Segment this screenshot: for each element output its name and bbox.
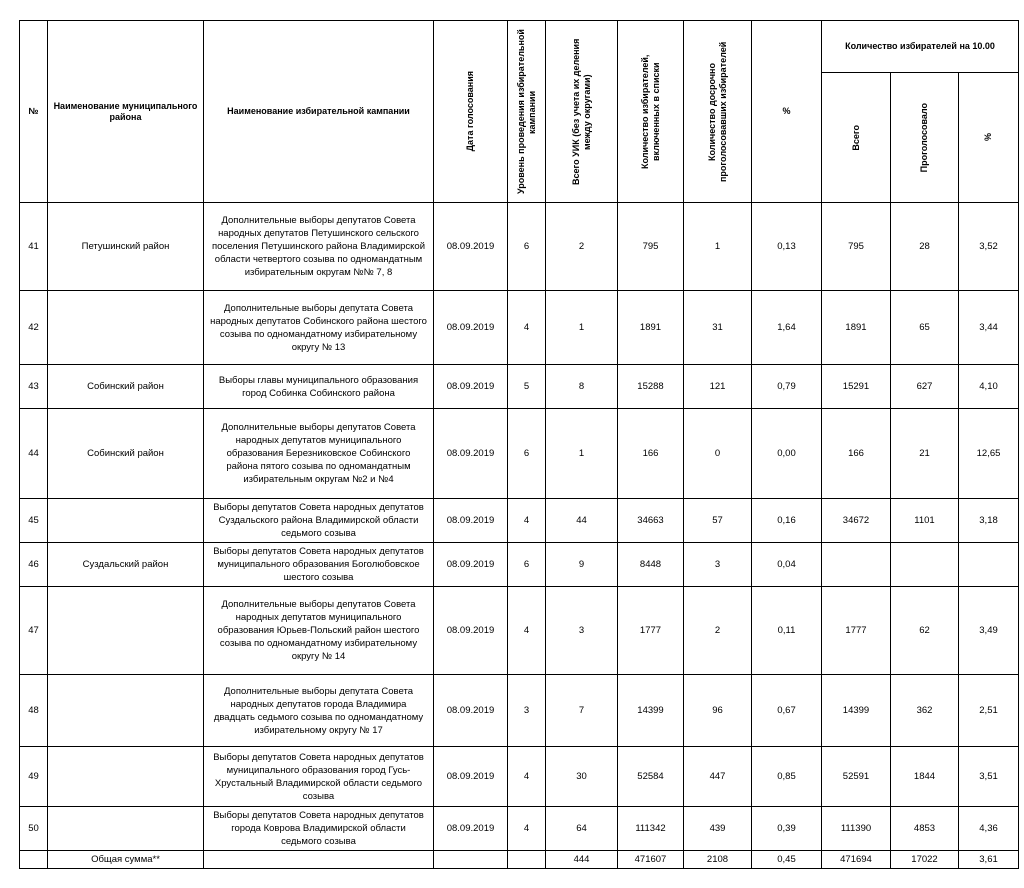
cell-pct2: 3,18: [959, 499, 1019, 543]
cell-total: 111390: [822, 807, 891, 851]
cell-date: 08.09.2019: [434, 365, 508, 409]
header-uik: [546, 21, 618, 203]
cell-level: 6: [508, 543, 546, 587]
cell-early: 2: [684, 587, 752, 675]
cell-district: Петушинский район: [48, 203, 204, 291]
header-date: [434, 21, 508, 203]
cell-date: 08.09.2019: [434, 587, 508, 675]
summary-row: [20, 851, 1019, 869]
summary-total: 471694: [822, 851, 891, 869]
cell-uik: 8: [546, 365, 618, 409]
cell-uik: 1: [546, 291, 618, 365]
cell-voted: 28: [891, 203, 959, 291]
cell-pct2: 3,52: [959, 203, 1019, 291]
cell-voted: [891, 543, 959, 587]
cell-voters: 1891: [618, 291, 684, 365]
header-level: [508, 21, 546, 203]
cell-voted: 1844: [891, 747, 959, 807]
cell-early: 121: [684, 365, 752, 409]
cell-pct: 0,11: [752, 587, 822, 675]
cell-pct2: 3,51: [959, 747, 1019, 807]
cell-district: Суздальский район: [48, 543, 204, 587]
cell-uik: 64: [546, 807, 618, 851]
cell-pct: 0,79: [752, 365, 822, 409]
cell-uik: 3: [546, 587, 618, 675]
cell-pct2: 2,51: [959, 675, 1019, 747]
cell-num: 49: [20, 747, 48, 807]
cell-total: 15291: [822, 365, 891, 409]
cell-date: 08.09.2019: [434, 807, 508, 851]
header-total: [822, 73, 891, 203]
table-row: [20, 365, 1019, 409]
header-level-label: Уровень проведения избирательной кампании: [515, 29, 537, 194]
header-early-label: Количество досрочно проголосовавших избирателей: [706, 41, 728, 182]
table-row: [20, 499, 1019, 543]
cell-voters: 8448: [618, 543, 684, 587]
header-pct: %: [752, 21, 822, 203]
cell-campaign: Дополнительные выборы депутата Совета народных депутатов города Владимира двадцать седьмого созыва по одномандатному избирательному округу № 17: [204, 675, 434, 747]
cell-num: 48: [20, 675, 48, 747]
cell-voted: 21: [891, 409, 959, 499]
cell-total: 1891: [822, 291, 891, 365]
cell-level: 6: [508, 409, 546, 499]
cell-voters: 795: [618, 203, 684, 291]
cell-date: 08.09.2019: [434, 409, 508, 499]
header-early: [684, 21, 752, 203]
cell-voted: 65: [891, 291, 959, 365]
cell-early: 3: [684, 543, 752, 587]
cell-early: 0: [684, 409, 752, 499]
header-district: Наименование муниципального района: [48, 21, 204, 203]
cell-level: 4: [508, 807, 546, 851]
cell-pct2: 3,49: [959, 587, 1019, 675]
summary-voted: 17022: [891, 851, 959, 869]
table-row: [20, 747, 1019, 807]
cell-num: 43: [20, 365, 48, 409]
cell-num: 46: [20, 543, 48, 587]
cell-uik: 2: [546, 203, 618, 291]
cell-voters: 52584: [618, 747, 684, 807]
cell-district: [48, 499, 204, 543]
cell-voters: 14399: [618, 675, 684, 747]
cell-voters: 166: [618, 409, 684, 499]
cell-date: 08.09.2019: [434, 747, 508, 807]
cell-campaign: Выборы депутатов Совета народных депутатов муниципального образования город Гусь-Хрустальный Владимирской области седьмого созыва: [204, 747, 434, 807]
cell-date: 08.09.2019: [434, 675, 508, 747]
cell-voters: 111342: [618, 807, 684, 851]
cell-uik: 7: [546, 675, 618, 747]
cell-voted: 1101: [891, 499, 959, 543]
cell-pct2: 4,36: [959, 807, 1019, 851]
cell-district: [48, 291, 204, 365]
cell-level: [508, 851, 546, 869]
header-pct2-label: %: [983, 133, 994, 142]
cell-date: 08.09.2019: [434, 291, 508, 365]
header-campaign: Наименование избирательной кампании: [204, 21, 434, 203]
summary-uik: 444: [546, 851, 618, 869]
cell-num: 50: [20, 807, 48, 851]
cell-pct2: 4,10: [959, 365, 1019, 409]
cell-pct: 0,85: [752, 747, 822, 807]
cell-num: [20, 851, 48, 869]
cell-campaign: Дополнительные выборы депутатов Совета народных депутатов Петушинского сельского поселения Петушинского района Владимирской области четвертого созыва по одномандатным избирательным округам №№ 7, 8: [204, 203, 434, 291]
cell-uik: 44: [546, 499, 618, 543]
header-date-label: Дата голосования: [465, 71, 475, 152]
cell-date: [434, 851, 508, 869]
cell-level: 4: [508, 587, 546, 675]
cell-campaign: [204, 851, 434, 869]
cell-date: 08.09.2019: [434, 499, 508, 543]
cell-pct: 0,39: [752, 807, 822, 851]
cell-uik: 30: [546, 747, 618, 807]
cell-num: 47: [20, 587, 48, 675]
cell-district: [48, 587, 204, 675]
cell-num: 42: [20, 291, 48, 365]
cell-num: 41: [20, 203, 48, 291]
cell-voted: 362: [891, 675, 959, 747]
cell-total: 14399: [822, 675, 891, 747]
cell-pct: 0,13: [752, 203, 822, 291]
cell-date: 08.09.2019: [434, 203, 508, 291]
cell-pct: 1,64: [752, 291, 822, 365]
cell-early: 96: [684, 675, 752, 747]
header-voters-label: Количество избирателей, включенных в списки: [639, 54, 661, 169]
cell-campaign: Дополнительные выборы депутатов Совета народных депутатов муниципального образования Юрьев-Польский район шестого созыва по одномандатному избирательному округу № 14: [204, 587, 434, 675]
cell-total: 795: [822, 203, 891, 291]
header-uik-label: Всего УИК (без учета их деления между округами): [570, 38, 592, 185]
table-row: [20, 807, 1019, 851]
cell-uik: 9: [546, 543, 618, 587]
cell-early: 1: [684, 203, 752, 291]
cell-voted: 62: [891, 587, 959, 675]
cell-campaign: Выборы главы муниципального образования город Собинка Собинского района: [204, 365, 434, 409]
summary-early: 2108: [684, 851, 752, 869]
cell-voters: 15288: [618, 365, 684, 409]
table-row: [20, 587, 1019, 675]
cell-pct2: 3,44: [959, 291, 1019, 365]
table-row: [20, 543, 1019, 587]
cell-pct2: [959, 543, 1019, 587]
document-page: [19, 20, 1019, 869]
cell-early: 439: [684, 807, 752, 851]
cell-total: 34672: [822, 499, 891, 543]
cell-early: 31: [684, 291, 752, 365]
cell-voted: 4853: [891, 807, 959, 851]
cell-early: 57: [684, 499, 752, 543]
cell-district: Собинский район: [48, 365, 204, 409]
cell-total: [822, 543, 891, 587]
cell-campaign: Дополнительные выборы депутатов Совета народных депутатов муниципального образования Березниковское Собинского района пятого созыва по одномандатным избирательным округам №2 и №4: [204, 409, 434, 499]
header-voters: [618, 21, 684, 203]
header-group: Количество избирателей на 10.00: [822, 21, 1019, 73]
cell-voters: 34663: [618, 499, 684, 543]
cell-num: 45: [20, 499, 48, 543]
cell-total: 52591: [822, 747, 891, 807]
cell-campaign: Выборы депутатов Совета народных депутатов Суздальского района Владимирской области седьмого созыва: [204, 499, 434, 543]
header-total-label: Всего: [850, 124, 861, 151]
table-row: [20, 409, 1019, 499]
cell-voted: 627: [891, 365, 959, 409]
summary-label: Общая сумма**: [48, 851, 204, 869]
cell-level: 5: [508, 365, 546, 409]
cell-total: 1777: [822, 587, 891, 675]
cell-pct2: 12,65: [959, 409, 1019, 499]
cell-campaign: Дополнительные выборы депутата Совета народных депутатов Собинского района шестого созыва по одномандатному избирательному округу № 13: [204, 291, 434, 365]
cell-level: 4: [508, 499, 546, 543]
cell-campaign: Выборы депутатов Совета народных депутатов муниципального образования Боголюбовское шестого созыва: [204, 543, 434, 587]
table-row: [20, 675, 1019, 747]
cell-pct: 0,67: [752, 675, 822, 747]
summary-voters: 471607: [618, 851, 684, 869]
cell-num: 44: [20, 409, 48, 499]
cell-early: 447: [684, 747, 752, 807]
cell-voters: 1777: [618, 587, 684, 675]
cell-level: 6: [508, 203, 546, 291]
summary-pct2: 3,61: [959, 851, 1019, 869]
cell-level: 3: [508, 675, 546, 747]
cell-uik: 1: [546, 409, 618, 499]
table-row: [20, 291, 1019, 365]
header-pct2: [959, 73, 1019, 203]
table-row: [20, 203, 1019, 291]
cell-pct: 0,16: [752, 499, 822, 543]
cell-district: Собинский район: [48, 409, 204, 499]
cell-pct: 0,04: [752, 543, 822, 587]
cell-level: 4: [508, 747, 546, 807]
header-voted-label: Проголосовало: [919, 102, 929, 173]
header-num: №: [20, 21, 48, 203]
cell-district: [48, 807, 204, 851]
cell-total: 166: [822, 409, 891, 499]
cell-date: 08.09.2019: [434, 543, 508, 587]
cell-district: [48, 747, 204, 807]
header-voted: [891, 73, 959, 203]
cell-pct: 0,00: [752, 409, 822, 499]
cell-district: [48, 675, 204, 747]
cell-campaign: Выборы депутатов Совета народных депутатов города Коврова Владимирской области седьмого созыва: [204, 807, 434, 851]
election-table: [19, 20, 1019, 869]
summary-pct: 0,45: [752, 851, 822, 869]
cell-level: 4: [508, 291, 546, 365]
